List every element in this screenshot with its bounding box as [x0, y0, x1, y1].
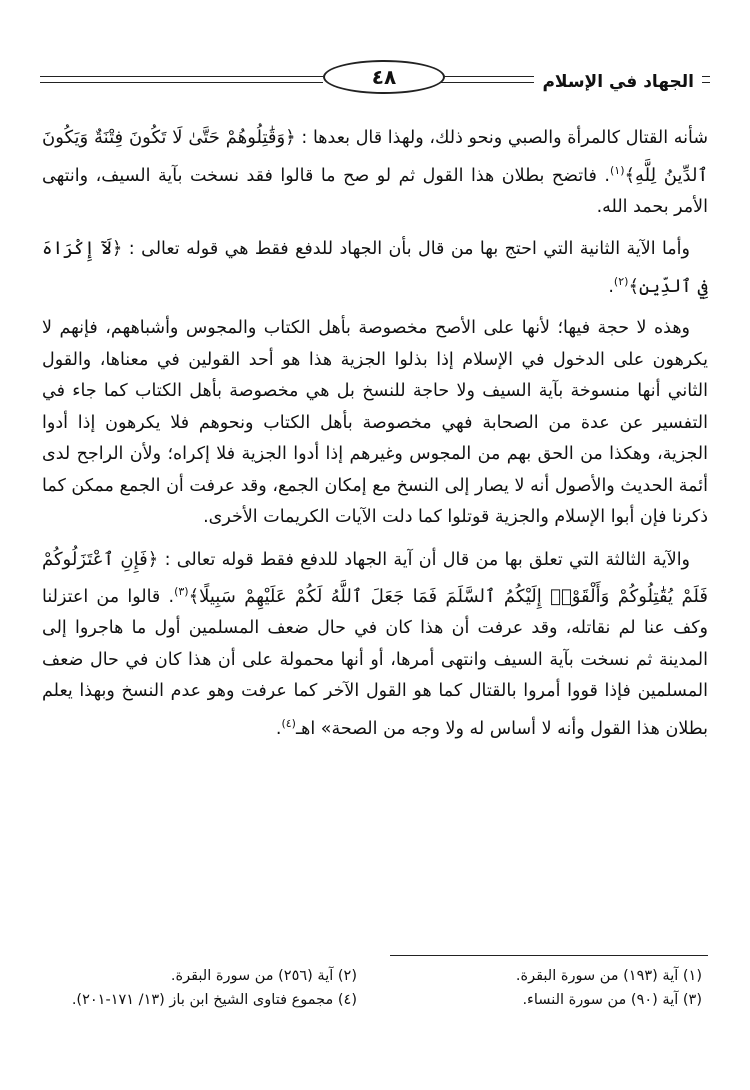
footnote-ref-2: (٢): [613, 274, 629, 288]
paragraph-4-end: .: [275, 718, 282, 739]
footnotes: [42, 968, 702, 1008]
footnote-ref-4: (٤): [281, 716, 296, 730]
page-number: ٤٨: [323, 60, 445, 94]
footnote-3: (٣) آية (٩٠) من سورة النساء.: [522, 992, 702, 1008]
header-rule-left: [40, 76, 323, 77]
footnote-ref-1: (١): [609, 163, 625, 177]
header-rule-left-lower: [40, 82, 323, 83]
paragraph-1: [42, 122, 708, 223]
main-text: [42, 122, 708, 755]
paragraph-2-after: .: [608, 276, 614, 297]
footnote-ref-3: (٣): [174, 585, 189, 599]
paragraph-3: وهذه لا حجة فيها؛ لأنها على الأصح مخصوصة بأهل الكتاب والمجوس وأشباههم، فإنهم لا يكرهون على الدخول في الإسلام إذا بذلوا الجزية هذا هو أحد القولين في معناها، والقول الثاني أنها منسوخة بآية السيف ولا حاجة للنسخ بل هي مخصوصة بأهل الكتاب كما جاء في التفسير عن عدة من الصحابة فهي مخصوصة بأهل الكتاب ونحوهم فلا يكرهون إذا أدوا الجزية، وهكذا من الحق بهم من المجوس وغيرهم إذا أدوا الجزية فلا إكراه؛ ولأن الراجح لدى أئمة الحديث والأصول أنه لا يصار إلى النسخ مع إمكان الجمع، وقد عرفت أن الجمع ممكن كما ذكرنا فإن أبوا الإسلام والجزية قوتلوا كما دلت الآيات الكريمات الأخرى.: [42, 318, 708, 528]
footnote-separator: [390, 955, 708, 956]
running-title: الجهاد في الإسلام: [534, 72, 702, 92]
quran-verse-2: ﴿لَآ إِكْرَاهَ فِي ٱلدِّينِ﴾: [42, 238, 708, 297]
footnote-2: (٢) آية (٢٥٦) من سورة البقرة.: [170, 968, 357, 984]
quran-verse-1: ﴿وَقَٰتِلُوهُمْ حَتَّىٰ لَا تَكُونَ فِتْنَةٌ وَيَكُونَ ٱلدِّينُ لِلَّهِ﴾: [42, 127, 708, 186]
paragraph-4-text: والآية الثالثة التي تعلق بها من قال أن آية الجهاد للدفع فقط قوله تعالى :: [158, 549, 691, 570]
paragraph-2: [42, 233, 708, 303]
paragraph-4-after: . قالوا من اعتزلنا وكف عنا لم نقاتله، وقد عرفت أن هذا كان في حال ضعف المسلمين أول ما هاجروا إلى المدينة ثم نسخت بآية السيف وانتهى أمرها، أو أنها محمولة على أن هذا كان في حال ضعف المسلمين فإذا قووا أمروا بالقتال كما هو القول الآخر كما عرفت وهو عدم النسخ وبهذا يعلم بطلان هذا القول وأنه لا أساس له ولا وجه من الصحة» اهـ: [42, 586, 708, 739]
paragraph-1-text: شأنه القتال كالمرأة والصبي ونحو ذلك، ولهذا قال بعدها :: [295, 128, 708, 148]
paragraph-2-text: وأما الآية الثانية التي احتج بها من قال بأن الجهاد للدفع فقط هي قوله تعالى :: [122, 239, 690, 260]
footnote-4: (٤) مجموع فتاوى الشيخ ابن باز (١٣/ ١٧١-٢٠١).: [71, 992, 357, 1008]
page-header: [40, 58, 710, 98]
paragraph-1-after: . فاتضح بطلان هذا القول ثم لو صح ما قالوا فقد نسخت بآية السيف، وانتهى الأمر بحمد الله.: [42, 165, 708, 217]
footnote-1: (١) آية (١٩٣) من سورة البقرة.: [515, 968, 702, 984]
quran-verse-3: ﴿فَإِنِ ٱعْتَزَلُوكُمْ فَلَمْ يُقَٰتِلُوكُمْ وَأَلْقَوْا۟ إِلَيْكُمُ ٱلسَّلَمَ فَمَا جَعَلَ ٱللَّهُ لَكُمْ عَلَيْهِمْ سَبِيلًا﴾: [42, 548, 708, 607]
paragraph-4: [42, 544, 708, 746]
